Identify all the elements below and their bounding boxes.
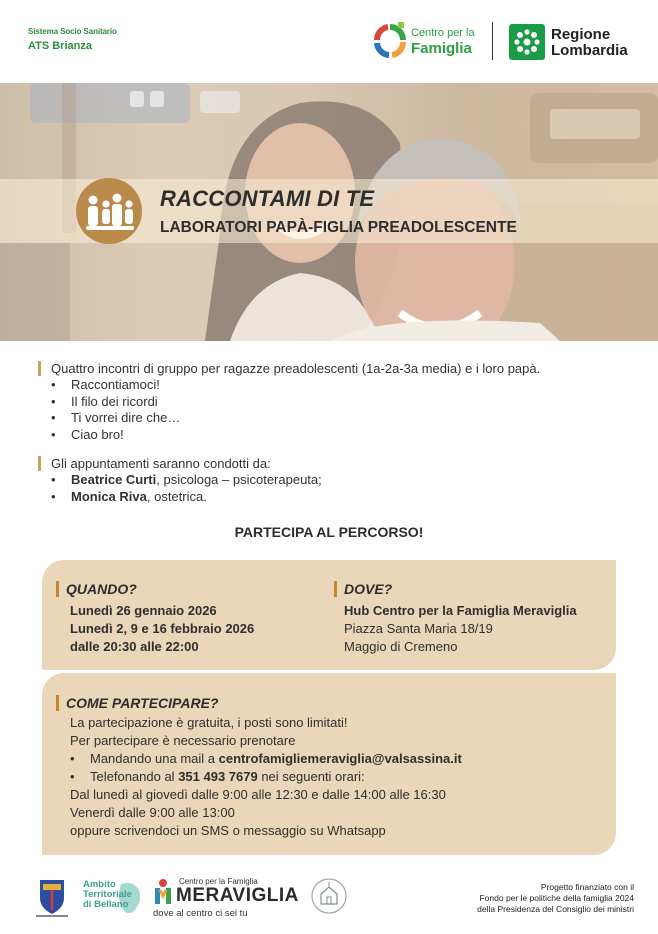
regione-line1: Regione [551, 26, 611, 43]
regione-lombardia-logo [509, 24, 639, 60]
conductor-role: , psicologa – psicoterapeuta; [156, 472, 322, 487]
hours-weekdays: Dal lunedì al giovedì dalle 9:00 alle 12:30 e dalle 14:00 alle 16:30 [70, 787, 446, 802]
comunita-montana-logo [30, 876, 74, 920]
family-icon [76, 178, 142, 244]
ambito-line2: Territoriale [83, 889, 132, 900]
cpf-line2: Famiglia [411, 40, 472, 57]
how-free: La partecipazione è gratuita, i posti sono limitati! [70, 715, 348, 730]
ambito-text [83, 880, 132, 910]
mail-prefix: Mandando una mail a [90, 751, 219, 766]
ambito-line1: Ambito [83, 879, 116, 890]
where-heading: DOVE? [334, 581, 577, 597]
how-sms: oppure scrivendoci un SMS o messaggio su Whatsapp [70, 823, 386, 838]
conductors-list [51, 472, 322, 505]
conductors-block [38, 455, 322, 505]
when-section [56, 581, 254, 656]
church-icon [307, 876, 351, 920]
activity-list [51, 377, 540, 443]
conductor-name: Monica Riva [71, 488, 147, 504]
conductor-name: Beatrice Curti [71, 472, 157, 487]
bullet: • [70, 769, 75, 784]
page-subtitle: LABORATORI PAPÀ-FIGLIA PREADOLESCENTE [160, 219, 517, 236]
list-item: • Raccontiamoci! [51, 377, 540, 394]
funding-line2: Fondo per le politiche della famiglia 2024 [479, 893, 634, 903]
intro-lead: Quattro incontri di gruppo per ragazze preadolescenti (1a-2a-3a media) e i loro papà. [51, 361, 541, 376]
funding-line1: Progetto finanziato con il [540, 882, 634, 892]
crest-icon [30, 876, 74, 920]
header-divider [492, 22, 493, 60]
how-phone-row [70, 768, 606, 786]
cpf-ring-icon [374, 22, 406, 60]
when-heading: QUANDO? [56, 581, 254, 597]
when-time: dalle 20:30 alle 22:00 [70, 639, 199, 654]
accent-bar [38, 456, 41, 471]
ats-brianza-logo [28, 27, 117, 52]
call-to-action: PARTECIPA AL PERCORSO! [234, 524, 424, 540]
intro-block [38, 360, 540, 443]
conductor-role: , ostetrica. [146, 488, 207, 504]
list-item: • Ti vorrei dire che… [51, 410, 540, 427]
where-venue: Hub Centro per la Famiglia Meraviglia [344, 603, 577, 618]
list-item [51, 472, 322, 489]
meraviglia-logo [152, 876, 302, 922]
fondazione-logo [307, 876, 351, 920]
phone-prefix: Telefonando al [90, 769, 179, 784]
funding-note [477, 882, 634, 915]
how-heading: COME PARTECIPARE? [56, 695, 606, 711]
where-address: Piazza Santa Maria 18/19 [344, 621, 493, 636]
ambito-line3: di Bellano [83, 899, 129, 910]
how-panel [42, 673, 616, 855]
cpf-line1: Centro per la [411, 27, 475, 39]
how-booking: Per partecipare è necessario prenotare [70, 733, 296, 748]
list-item: • Il filo dei ricordi [51, 394, 540, 411]
page-title: RACCONTAMI DI TE [160, 186, 375, 211]
regione-line2: Lombardia [551, 42, 628, 59]
regione-rose-icon [509, 24, 545, 60]
funding-line3: della Presidenza del Consiglio dei ministri [477, 904, 634, 914]
how-section [56, 695, 606, 840]
list-item [51, 489, 322, 506]
mail-link[interactable]: centrofamigliemeraviglia@valsassina.it [218, 751, 462, 766]
centro-famiglia-logo [374, 22, 484, 62]
ambito-bellano-logo [83, 878, 145, 918]
accent-bar [38, 361, 41, 376]
meraviglia-small: Centro per la Famiglia [179, 877, 258, 886]
where-city: Maggio di Cremeno [344, 639, 458, 654]
meraviglia-figure-icon [152, 878, 174, 906]
where-section [334, 581, 577, 656]
conductors-lead: Gli appuntamenti saranno condotti da: [51, 456, 271, 471]
when-date-1: Lunedì 26 gennaio 2026 [70, 603, 217, 618]
phone-suffix: nei seguenti orari: [257, 769, 365, 784]
when-date-2: Lunedì 2, 9 e 16 febbraio 2026 [70, 621, 255, 636]
meraviglia-name: MERAVIGLIA [176, 885, 299, 906]
ats-line1: Sistema Socio Sanitario [28, 27, 117, 36]
ats-line2: ATS Brianza [28, 40, 92, 52]
list-item: • Ciao bro! [51, 427, 540, 444]
phone-link[interactable]: 351 493 7679 [178, 769, 258, 784]
how-mail-row [70, 750, 606, 768]
meraviglia-tagline: dove al centro ci sei tu [153, 908, 248, 919]
bullet: • [70, 751, 75, 766]
when-where-panel [42, 560, 616, 670]
hours-friday: Venerdì dalle 9:00 alle 13:00 [70, 805, 235, 820]
